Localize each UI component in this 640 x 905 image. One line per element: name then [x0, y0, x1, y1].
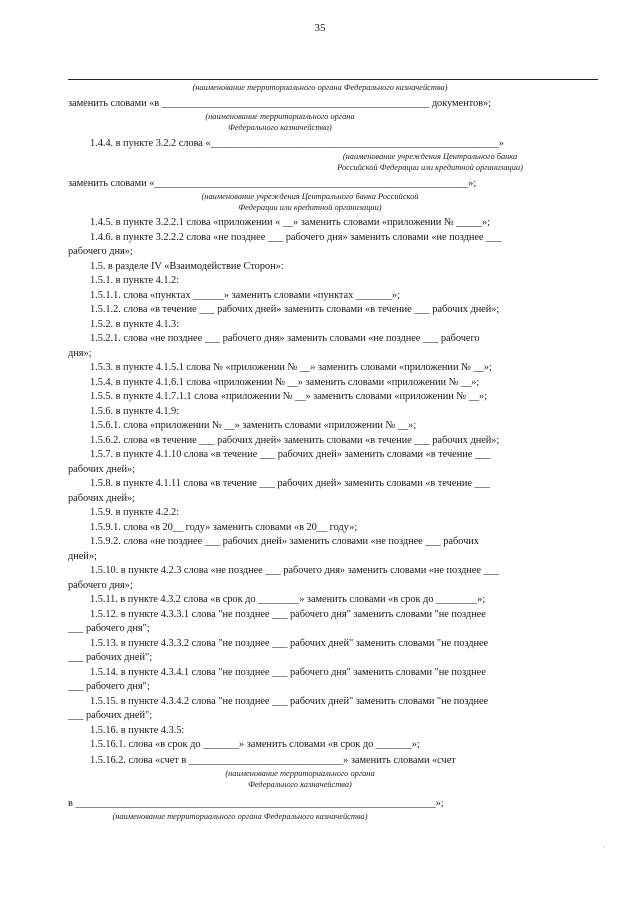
text-line: 1.5.2.1. слова «не позднее ___ рабочего дня» заменить словами «не позднее ___ рабочего: [90, 333, 480, 344]
text-line: заменить словами «_____________________________________________________________»;: [68, 178, 477, 189]
field-caption: (наименование территориального органа Федерального казначейства): [112, 812, 368, 821]
text-line: 1.5.10. в пункте 4.2.3 слова «не позднее ___ рабочего дня» заменить словами «не позднее ___: [90, 565, 499, 576]
text-line: 1.5.16.1. слова «в срок до _______» заменить словами «в срок до _______»;: [90, 739, 420, 750]
text-line: ___ рабочих дней";: [68, 652, 153, 663]
field-caption: Федерации или кредитной организации): [238, 203, 382, 212]
text-line: 1.5.16. в пункте 4.3.5:: [90, 725, 185, 736]
text-line: 1.5.1.1. слова «пунктах ______» заменить словами «пунктах _______»;: [90, 290, 400, 301]
text-line: 1.4.6. в пункте 3.2.2.2 слова «не позднее ___ рабочего дня» заменить словами «не позднее ___: [90, 232, 502, 243]
text-line: 1.5.4. в пункте 4.1.6.1 слова «приложении № __» заменить словами «приложении № __»;: [90, 377, 480, 388]
field-caption: Федерального казначейства): [248, 780, 352, 789]
text-line: 1.5.14. в пункте 4.3.4.1 слова "не позднее ___ рабочего дня" заменить словами "не позднее: [90, 667, 486, 678]
text-line: 1.5.3. в пункте 4.1.5.1 слова № «приложении № __» заменить словами «приложении № __»;: [90, 362, 492, 373]
field-caption: (наименование учреждения Центрального банка Российской: [201, 192, 419, 201]
text-line: рабочего дня»;: [68, 246, 133, 257]
text-line: в ______________________________________________________________________»;: [68, 798, 444, 809]
text-line: 1.5. в разделе IV «Взаимодействие Сторон»:: [90, 261, 284, 272]
field-caption: Федерального казначейства): [228, 123, 332, 132]
text-line: 1.5.6.1. слова «приложении № __» заменить словами «приложении № __»;: [90, 420, 417, 431]
text-line: 1.4.4. в пункте 3.2.2 слова «________________________________________________________»: [90, 138, 504, 149]
text-line: ___ рабочего дня";: [68, 623, 150, 634]
scan-speck: [603, 846, 604, 847]
text-line: рабочего дня»;: [68, 580, 133, 591]
text-line: 1.5.16.2. слова «счет в ______________________________» заменить словами «счет: [90, 755, 456, 766]
text-line: 1.5.6.2. слова «в течение ___ рабочих дней» заменить словами «в течение ___ рабочих дней»;: [90, 435, 500, 446]
text-line: рабочих дней»;: [68, 493, 136, 504]
text-line: 1.5.8. в пункте 4.1.11 слова «в течение ___ рабочих дней» заменить словами «в течение ___: [90, 478, 490, 489]
text-line: 1.5.9.1. слова «в 20__ году» заменить словами «в 20__ году»;: [90, 522, 358, 533]
text-line: 1.5.2. в пункте 4.1.3:: [90, 319, 180, 330]
text-line: 1.5.6. в пункте 4.1.9:: [90, 406, 180, 417]
field-caption: Российской Федерации или кредитной организации): [337, 163, 523, 172]
field-caption: (наименование территориального органа Федерального казначейства): [192, 83, 448, 92]
text-line: рабочих дней»;: [68, 464, 136, 475]
page-number: 35: [314, 22, 326, 34]
field-caption: (наименование учреждения Центрального банка: [342, 152, 518, 161]
text-line: 1.4.5. в пункте 3.2.2.1 слова «приложении « __» заменить словами «приложении № _____»;: [90, 217, 490, 228]
text-line: 1.5.13. в пункте 4.3.3.2 слова "не позднее ___ рабочих дней" заменить словами "не позднее: [90, 638, 489, 649]
text-line: 1.5.5. в пункте 4.1.7.1.1 слова «приложении № __» заменить словами «приложении № __»;: [90, 391, 487, 402]
text-line: 1.5.11. в пункте 4.3.2 слова «в срок до ________» заменить словами «в срок до ________»;: [90, 594, 486, 605]
text-line: 1.5.9.2. слова «не позднее ___ рабочих дней» заменить словами «не позднее ___ рабочих: [90, 536, 479, 547]
text-line: 1.5.15. в пункте 4.3.4.2 слова "не позднее ___ рабочих дней" заменить словами "не позднее: [90, 696, 489, 707]
text-line: 1.5.1. в пункте 4.1.2:: [90, 275, 180, 286]
text-line: заменить словами «в ____________________________________________________ документов»;: [68, 98, 491, 109]
text-line: дней»;: [68, 551, 97, 562]
field-caption: (наименование территориального органа: [205, 112, 355, 121]
text-line: ___ рабочего дня";: [68, 681, 150, 692]
text-line: 1.5.9. в пункте 4.2.2:: [90, 507, 180, 518]
text-line: 1.5.1.2. слова «в течение ___ рабочих дней» заменить словами «в течение ___ рабочих дней»;: [90, 304, 500, 315]
text-line: 1.5.12. в пункте 4.3.3.1 слова "не позднее ___ рабочего дня" заменить словами "не позднее: [90, 609, 486, 620]
text-line: ___ рабочих дней";: [68, 710, 153, 721]
text-line: дня»;: [68, 348, 92, 359]
text-line: 1.5.7. в пункте 4.1.10 слова «в течение ___ рабочих дней» заменить словами «в течение ___: [90, 449, 491, 460]
fill-line: [68, 79, 598, 80]
field-caption: (наименование территориального органа: [225, 769, 375, 778]
